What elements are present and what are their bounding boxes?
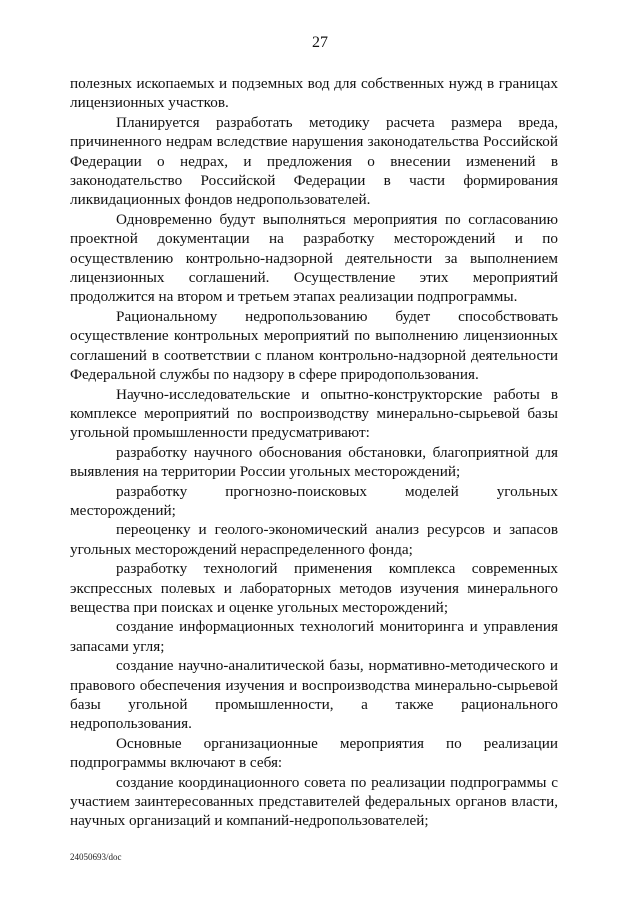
list-item: переоценку и геолого-экономический анализ ресурсов и запасов угольных месторождений нераспределенного фонда; bbox=[70, 521, 558, 558]
document-body bbox=[70, 74, 558, 831]
list-item: создание научно-аналитической базы, нормативно-методического и правового обеспечения изучения и воспроизводства минерально-сырьевой базы угольной промышленности, а также рационального недропользования. bbox=[70, 657, 558, 733]
list-item: разработку технологий применения комплекса современных экспрессных полевых и лабораторных методов изучения минерального вещества при поисках и оценке угольных месторождений; bbox=[70, 560, 558, 616]
list-item: разработку прогнозно-поисковых моделей угольных месторождений; bbox=[70, 482, 558, 519]
document-code: 24050693/doc bbox=[70, 852, 122, 862]
list-item: разработку научного обоснования обстановки, благоприятной для выявления на территории России угольных месторождений; bbox=[70, 443, 558, 481]
list-item: создание координационного совета по реализации подпрограммы с участием заинтересованных представителей федеральных органов власти, научных организаций и компаний-недропользователей; bbox=[70, 773, 558, 830]
paragraph: Научно-исследовательские и опытно-конструкторские работы в комплексе мероприятий по воспроизводству минерально-сырьевой базы угольной промышленности предусматривают: bbox=[70, 385, 558, 442]
paragraph: Одновременно будут выполняться мероприятия по согласованию проектной документации на разработку месторождений и по осуществлению контрольно-надзорной деятельности за выполнением лицензионных соглашений. Осуществление этих мероприятий продолжится на втором и третьем этапах реализации подпрограммы. bbox=[70, 210, 558, 306]
paragraph: Основные организационные мероприятия по реализации подпрограммы включают в себя: bbox=[70, 734, 558, 772]
paragraph: полезных ископаемых и подземных вод для собственных нужд в границах лицензионных участков. bbox=[70, 75, 558, 112]
paragraph: Рациональному недропользованию будет способствовать осуществление контрольных мероприятий по выполнению лицензионных соглашений в соответствии с планом контрольно-надзорной деятельности Федеральной службы по надзору в сфере природопользования. bbox=[70, 307, 558, 384]
list-item: создание информационных технологий мониторинга и управления запасами угля; bbox=[70, 618, 558, 655]
paragraph: Планируется разработать методику расчета размера вреда, причиненного недрам вследствие нарушения законодательства Российской Федерации о недрах, и предложения о внесении изменений в законодательство Российской Федерации в части формирования ликвидационных фондов недропользователей. bbox=[70, 113, 558, 209]
page-number: 27 bbox=[312, 34, 328, 51]
